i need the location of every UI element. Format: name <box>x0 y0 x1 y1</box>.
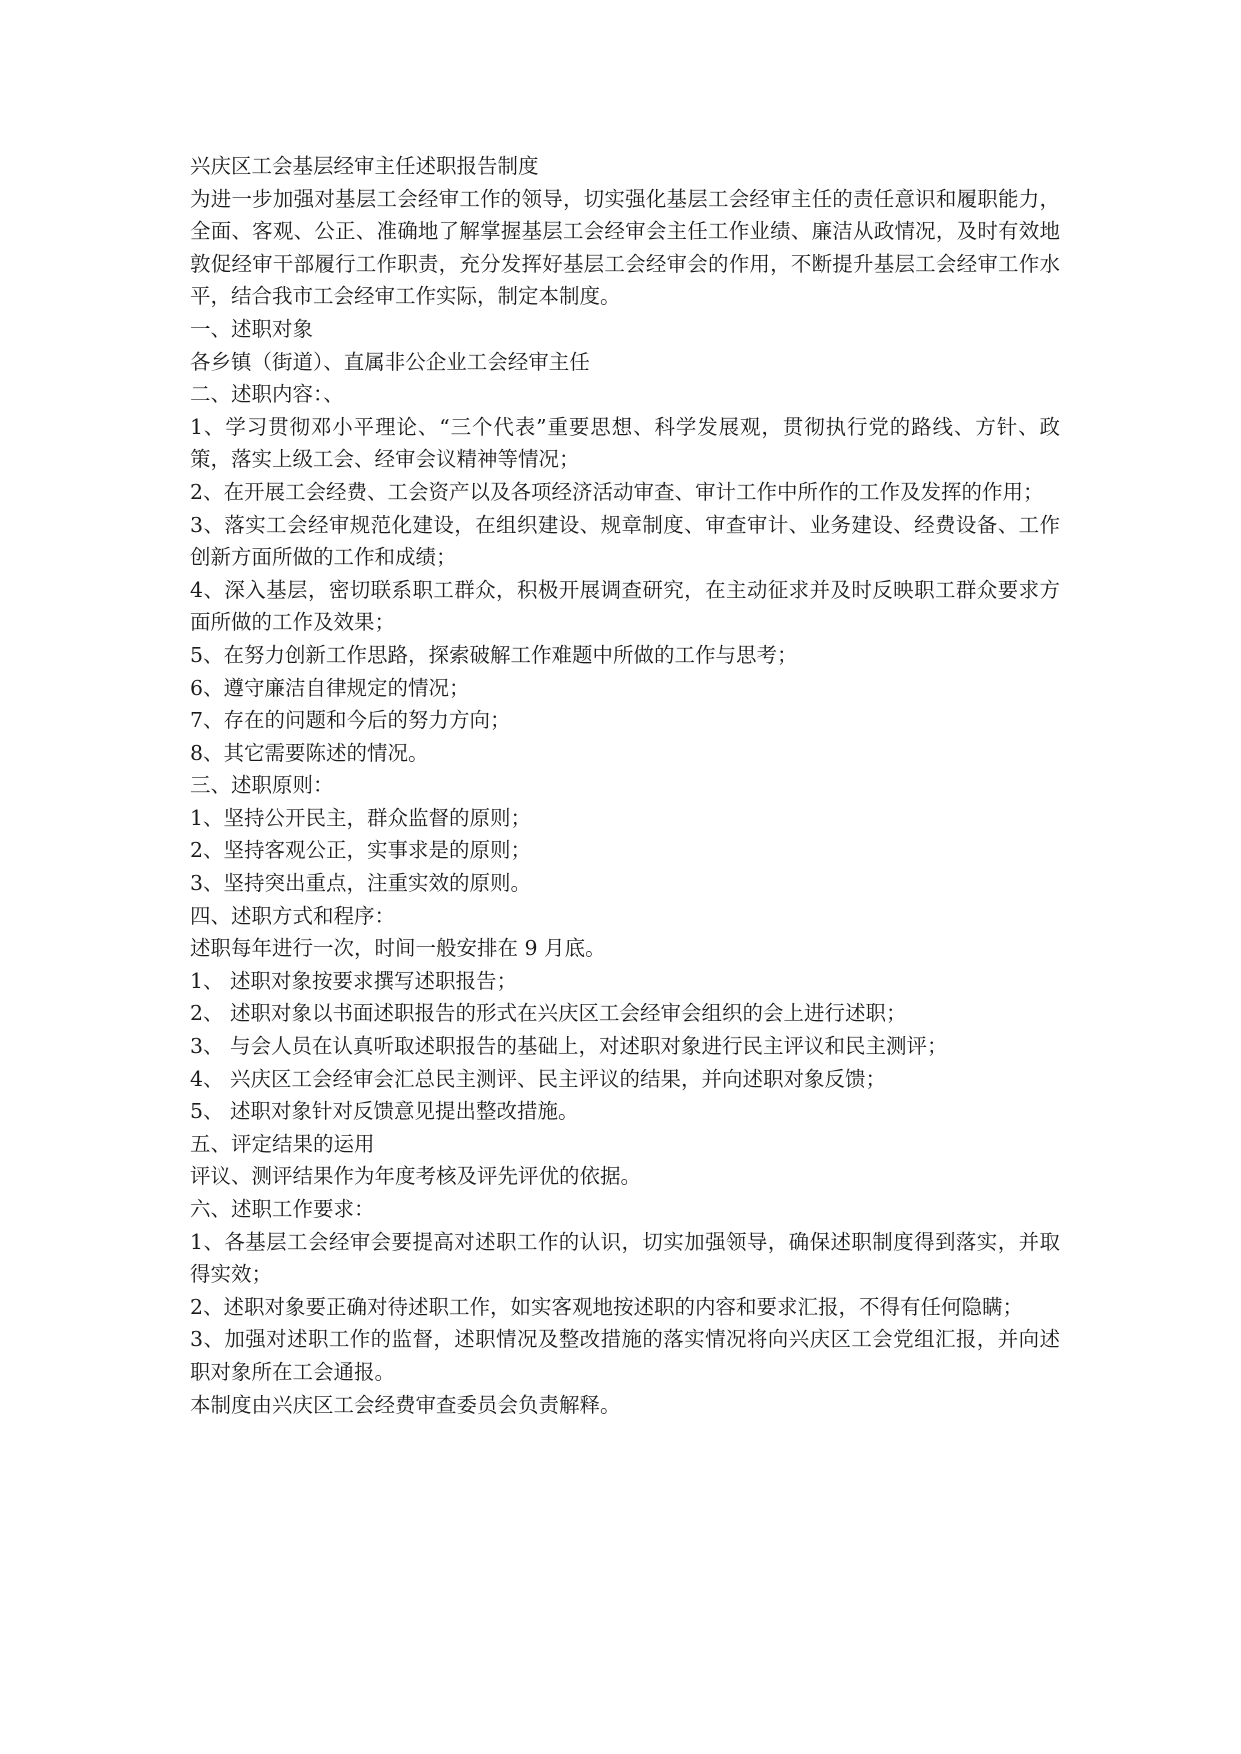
section-item: 3、坚持突出重点，注重实效的原则。 <box>190 871 532 896</box>
section-item: 1、学习贯彻邓小平理论、“三个代表”重要思想、科学发展观，贯彻执行党的路线、方针、政策，落实上级工会、经审会议精神等情况； <box>190 414 1060 472</box>
section-item: 4、 兴庆区工会经审会汇总民主测评、民主评议的结果，并向述职对象反馈； <box>190 1066 887 1091</box>
section-item: 3、加强对述职工作的监督，述职情况及整改措施的落实情况将向兴庆区工会党组汇报，并向述职对象所在工会通报。 <box>190 1327 1060 1384</box>
section-item: 1、各基层工会经审会要提高对述职工作的认识，切实加强领导，确保述职制度得到落实，并取得实效； <box>190 1229 1060 1287</box>
section-item: 2、在开展工会经费、工会资产以及各项经济活动审查、审计工作中所作的工作及发挥的作用； <box>190 479 1044 504</box>
section-heading: 六、述职工作要求： <box>190 1197 375 1221</box>
section-heading: 二、述职内容：、 <box>190 382 344 407</box>
section-6 <box>190 1193 1060 1389</box>
section-item: 5、 述职对象针对反馈意见提出整改措施。 <box>190 1099 579 1124</box>
section-item: 2、 述职对象以书面述职报告的形式在兴庆区工会经审会组织的会上进行述职； <box>190 1001 907 1026</box>
section-1 <box>190 313 1060 378</box>
closing-statement: 本制度由兴庆区工会经费审查委员会负责解释。 <box>190 1392 621 1417</box>
section-heading: 五、评定结果的运用 <box>190 1131 375 1156</box>
section-heading: 三、述职原则： <box>190 773 334 798</box>
section-item: 4、深入基层，密切联系职工群众，积极开展调查研究，在主动征求并及时反映职工群众要求方面所做的工作及效果； <box>190 577 1060 635</box>
section-item: 1、 述职对象按要求撰写述职报告； <box>190 968 518 993</box>
section-item: 3、 与会人员在认真听取述职报告的基础上，对述职对象进行民主评议和民主测评； <box>190 1034 948 1059</box>
section-item: 3、落实工会经审规范化建设，在组织建设、规章制度、审查审计、业务建设、经费设备、工作创新方面所做的工作和成绩； <box>190 512 1060 570</box>
document-title: 兴庆区工会基层经审主任述职报告制度 <box>190 154 539 178</box>
section-heading: 一、述职对象 <box>190 316 313 341</box>
section-item: 2、坚持客观公正，实事求是的原则； <box>190 838 532 863</box>
section-item: 1、坚持公开民主，群众监督的原则； <box>190 805 532 830</box>
section-item: 评议、测评结果作为年度考核及评先评优的依据。 <box>190 1164 641 1189</box>
document-page <box>190 150 1060 1421</box>
section-item: 2、述职对象要正确对待述职工作，如实客观地按述职的内容和要求汇报，不得有任何隐瞒； <box>190 1294 1024 1319</box>
section-item: 5、在努力创新工作思路，探索破解工作难题中所做的工作与思考； <box>190 642 798 667</box>
section-3 <box>190 769 1060 899</box>
intro-paragraph: 为进一步加强对基层工会经审工作的领导，切实强化基层工会经审主任的责任意识和履职能力，全面、客观、公正、准确地了解掌握基层工会经审会主任工作业绩、廉洁从政情况，及时有效地敦促经审干部履行工作职责，充分发挥好基层工会经审会的作用，不断提升基层工会经审工作水平，结合我市工会经审工作实际，制定本制度。 <box>190 186 1060 309</box>
section-5 <box>190 1128 1060 1193</box>
section-item: 述职每年进行一次，时间一般安排在 9 月底。 <box>190 936 606 961</box>
section-item: 6、遵守廉洁自律规定的情况； <box>190 675 470 700</box>
section-item: 各乡镇（街道）、直属非公企业工会经审主任 <box>190 349 590 374</box>
section-4 <box>190 900 1060 1128</box>
section-item: 7、存在的问题和今后的努力方向； <box>190 708 511 733</box>
section-2 <box>190 378 1060 769</box>
section-heading: 四、述职方式和程序： <box>190 903 395 928</box>
section-item: 8、其它需要陈述的情况。 <box>190 740 429 765</box>
